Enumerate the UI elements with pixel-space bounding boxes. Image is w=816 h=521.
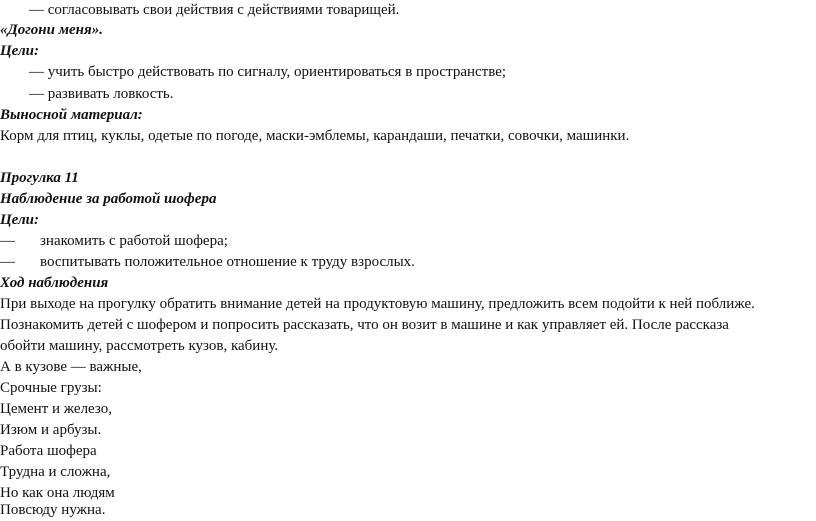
goal-2-1-text: знакомить с работой шофера; — [40, 233, 228, 249]
paragraph-2b: обойти машину, рассмотреть кузов, кабину. — [0, 338, 279, 354]
goal-1-2: — развивать ловкость. — [29, 86, 174, 102]
poem-line: А в кузове — важные, — [0, 359, 142, 375]
goals-label-1: Цели: — [0, 43, 39, 59]
poem-line: Работа шофера — [0, 443, 97, 459]
line-coordinate-actions: — согласовывать свои действия с действиями товарищей. — [29, 2, 400, 18]
poem-line: Трудна и сложна, — [0, 464, 111, 480]
goal-2-2 — [0, 252, 415, 273]
paragraph-2a: Познакомить детей с шофером и попросить рассказать, что он возит в машине и как управляет ей. После рассказа — [0, 317, 729, 333]
game-title: «Догони меня». — [0, 22, 103, 38]
poem-line: Но как она людям — [0, 485, 115, 501]
goal-2-1 — [0, 231, 228, 252]
poem-line: Повсюду нужна. — [0, 502, 106, 518]
poem-line: Срочные грузы: — [0, 380, 102, 396]
poem-line: Изюм и арбузы. — [0, 422, 102, 438]
progress-label: Ход наблюдения — [0, 275, 109, 291]
walk-title: Прогулка 11 — [0, 170, 79, 186]
goal-1-1: — учить быстро действовать по сигналу, ориентироваться в пространстве; — [29, 64, 507, 80]
paragraph-1: При выходе на прогулку обратить внимание детей на продуктовую машину, предложить всем подойти к ней поближе. — [0, 296, 755, 312]
goals-label-2: Цели: — [0, 212, 39, 228]
goal-2-2-text: воспитывать положительное отношение к труду взрослых. — [40, 254, 415, 270]
poem-line: Цемент и железо, — [0, 401, 112, 417]
observation-title: Наблюдение за работой шофера — [0, 191, 217, 207]
material-label: Выносной материал: — [0, 107, 143, 123]
list-dash: — — [0, 254, 15, 270]
list-dash: — — [0, 233, 15, 249]
material-text: Корм для птиц, куклы, одетые по погоде, маски-эмблемы, карандаши, печатки, совочки, машинки. — [0, 128, 630, 144]
